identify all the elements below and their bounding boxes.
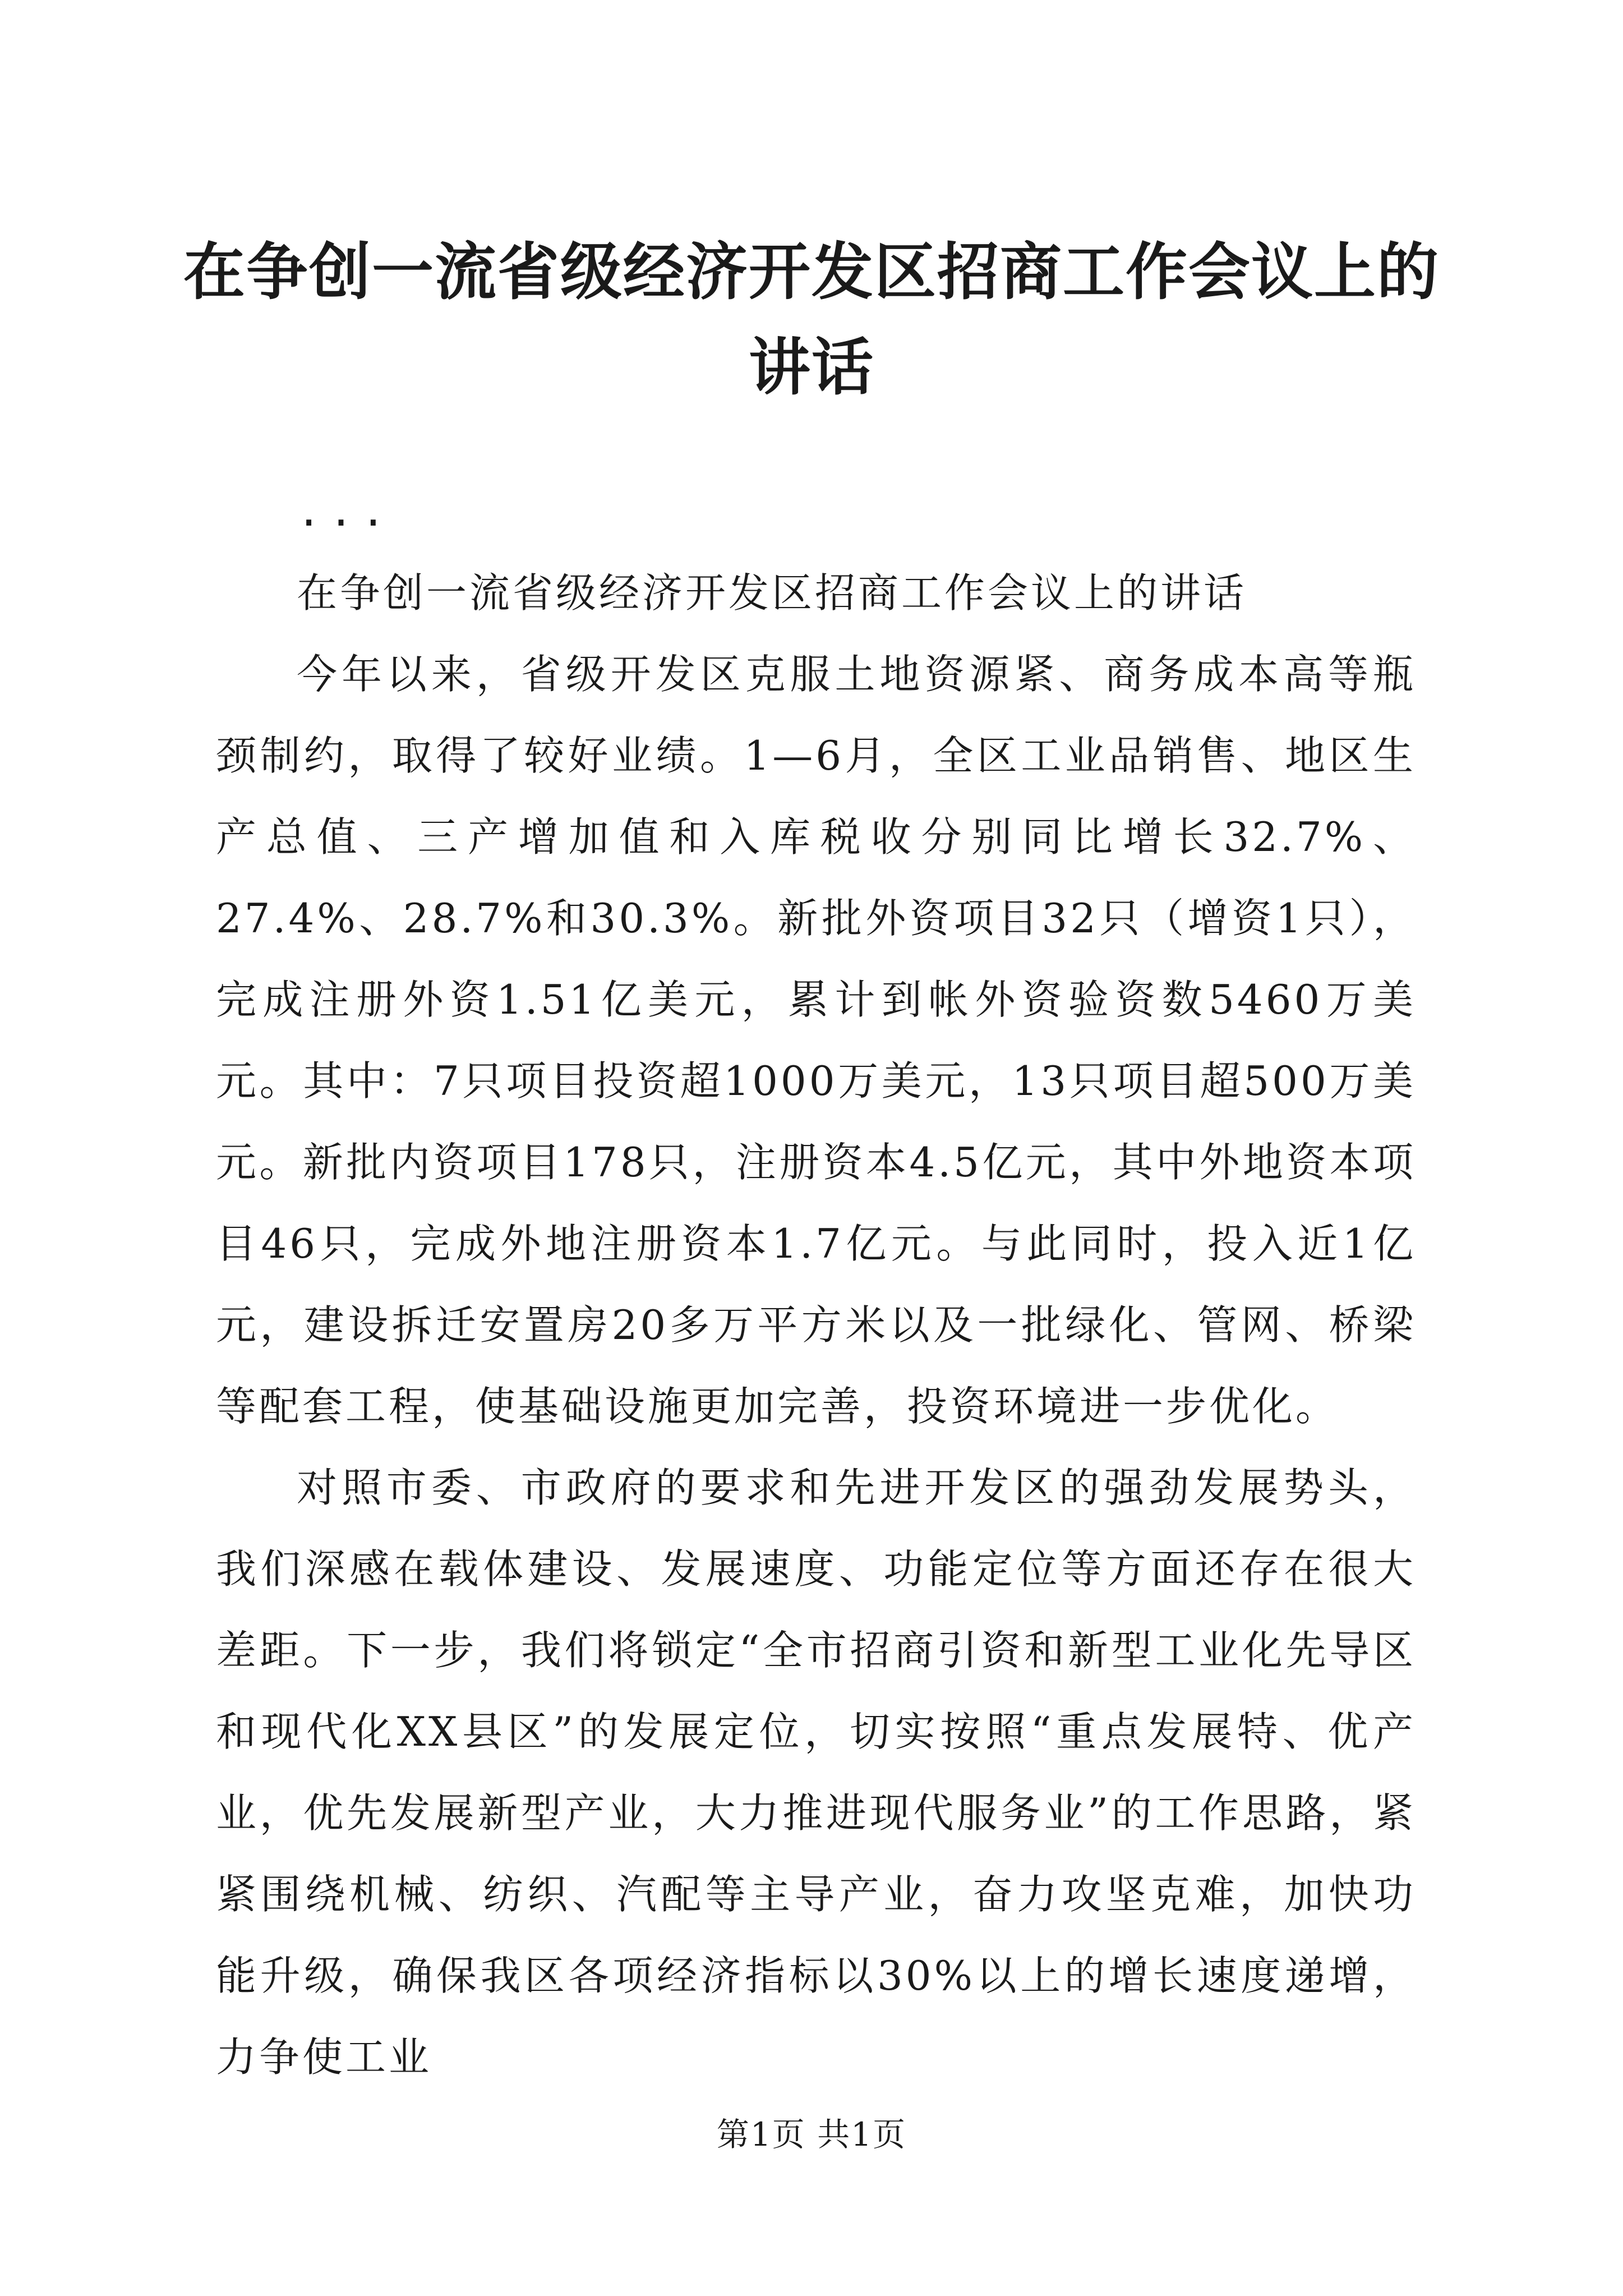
ellipsis-line (216, 471, 1416, 553)
document-body (216, 471, 1416, 2098)
page-footer: 第1页 共1页 (716, 2115, 907, 2154)
paragraph-1: 今年以来，省级开发区克服土地资源紧、商务成本高等瓶颈制约，取得了较好业绩。1—6月，全区工业品销售、地区生产总值、三产增加值和入库税收分别同比增长32.7%、27.4%、28.7%和30.3%。新批外资项目32只（增资1只），完成注册外资1.51亿美元，累计到帐外资验资数5460万美元。其中：7只项目投资超1000万美元，13只项目超500万美元。新批内资项目178只，注册资本4.5亿元，其中外地资本项目46只，完成外地注册资本1.7亿元。与此同时，投入近1亿元，建设拆迁安置房20多万平方米以及一批绿化、管网、桥梁等配套工程，使基础设施更加完善，投资环境进一步优化。 (216, 651, 1416, 1430)
paragraph-2: 对照市委、市政府的要求和先进开发区的强劲发展势头，我们深感在载体建设、发展速度、功能定位等方面还存在很大差距。下一步，我们将锁定“全市招商引资和新型工业化先导区和现代化XX县区”的发展定位，切实按照“重点发展特、优产业，优先发展新型产业，大力推进现代服务业”的工作思路，紧紧围绕机械、纺织、汽配等主导产业，奋力攻坚克难，加快功能升级，确保我区各项经济指标以30%以上的增长速度递增，力争使工业 (216, 1464, 1416, 2081)
ellipsis-text: ... (297, 488, 394, 535)
subtitle-line: 在争创一流省级经济开发区招商工作会议上的讲话 (297, 569, 1247, 616)
document-title: 在争创一流省级经济开发区招商工作会议上的讲话 (183, 236, 1440, 403)
